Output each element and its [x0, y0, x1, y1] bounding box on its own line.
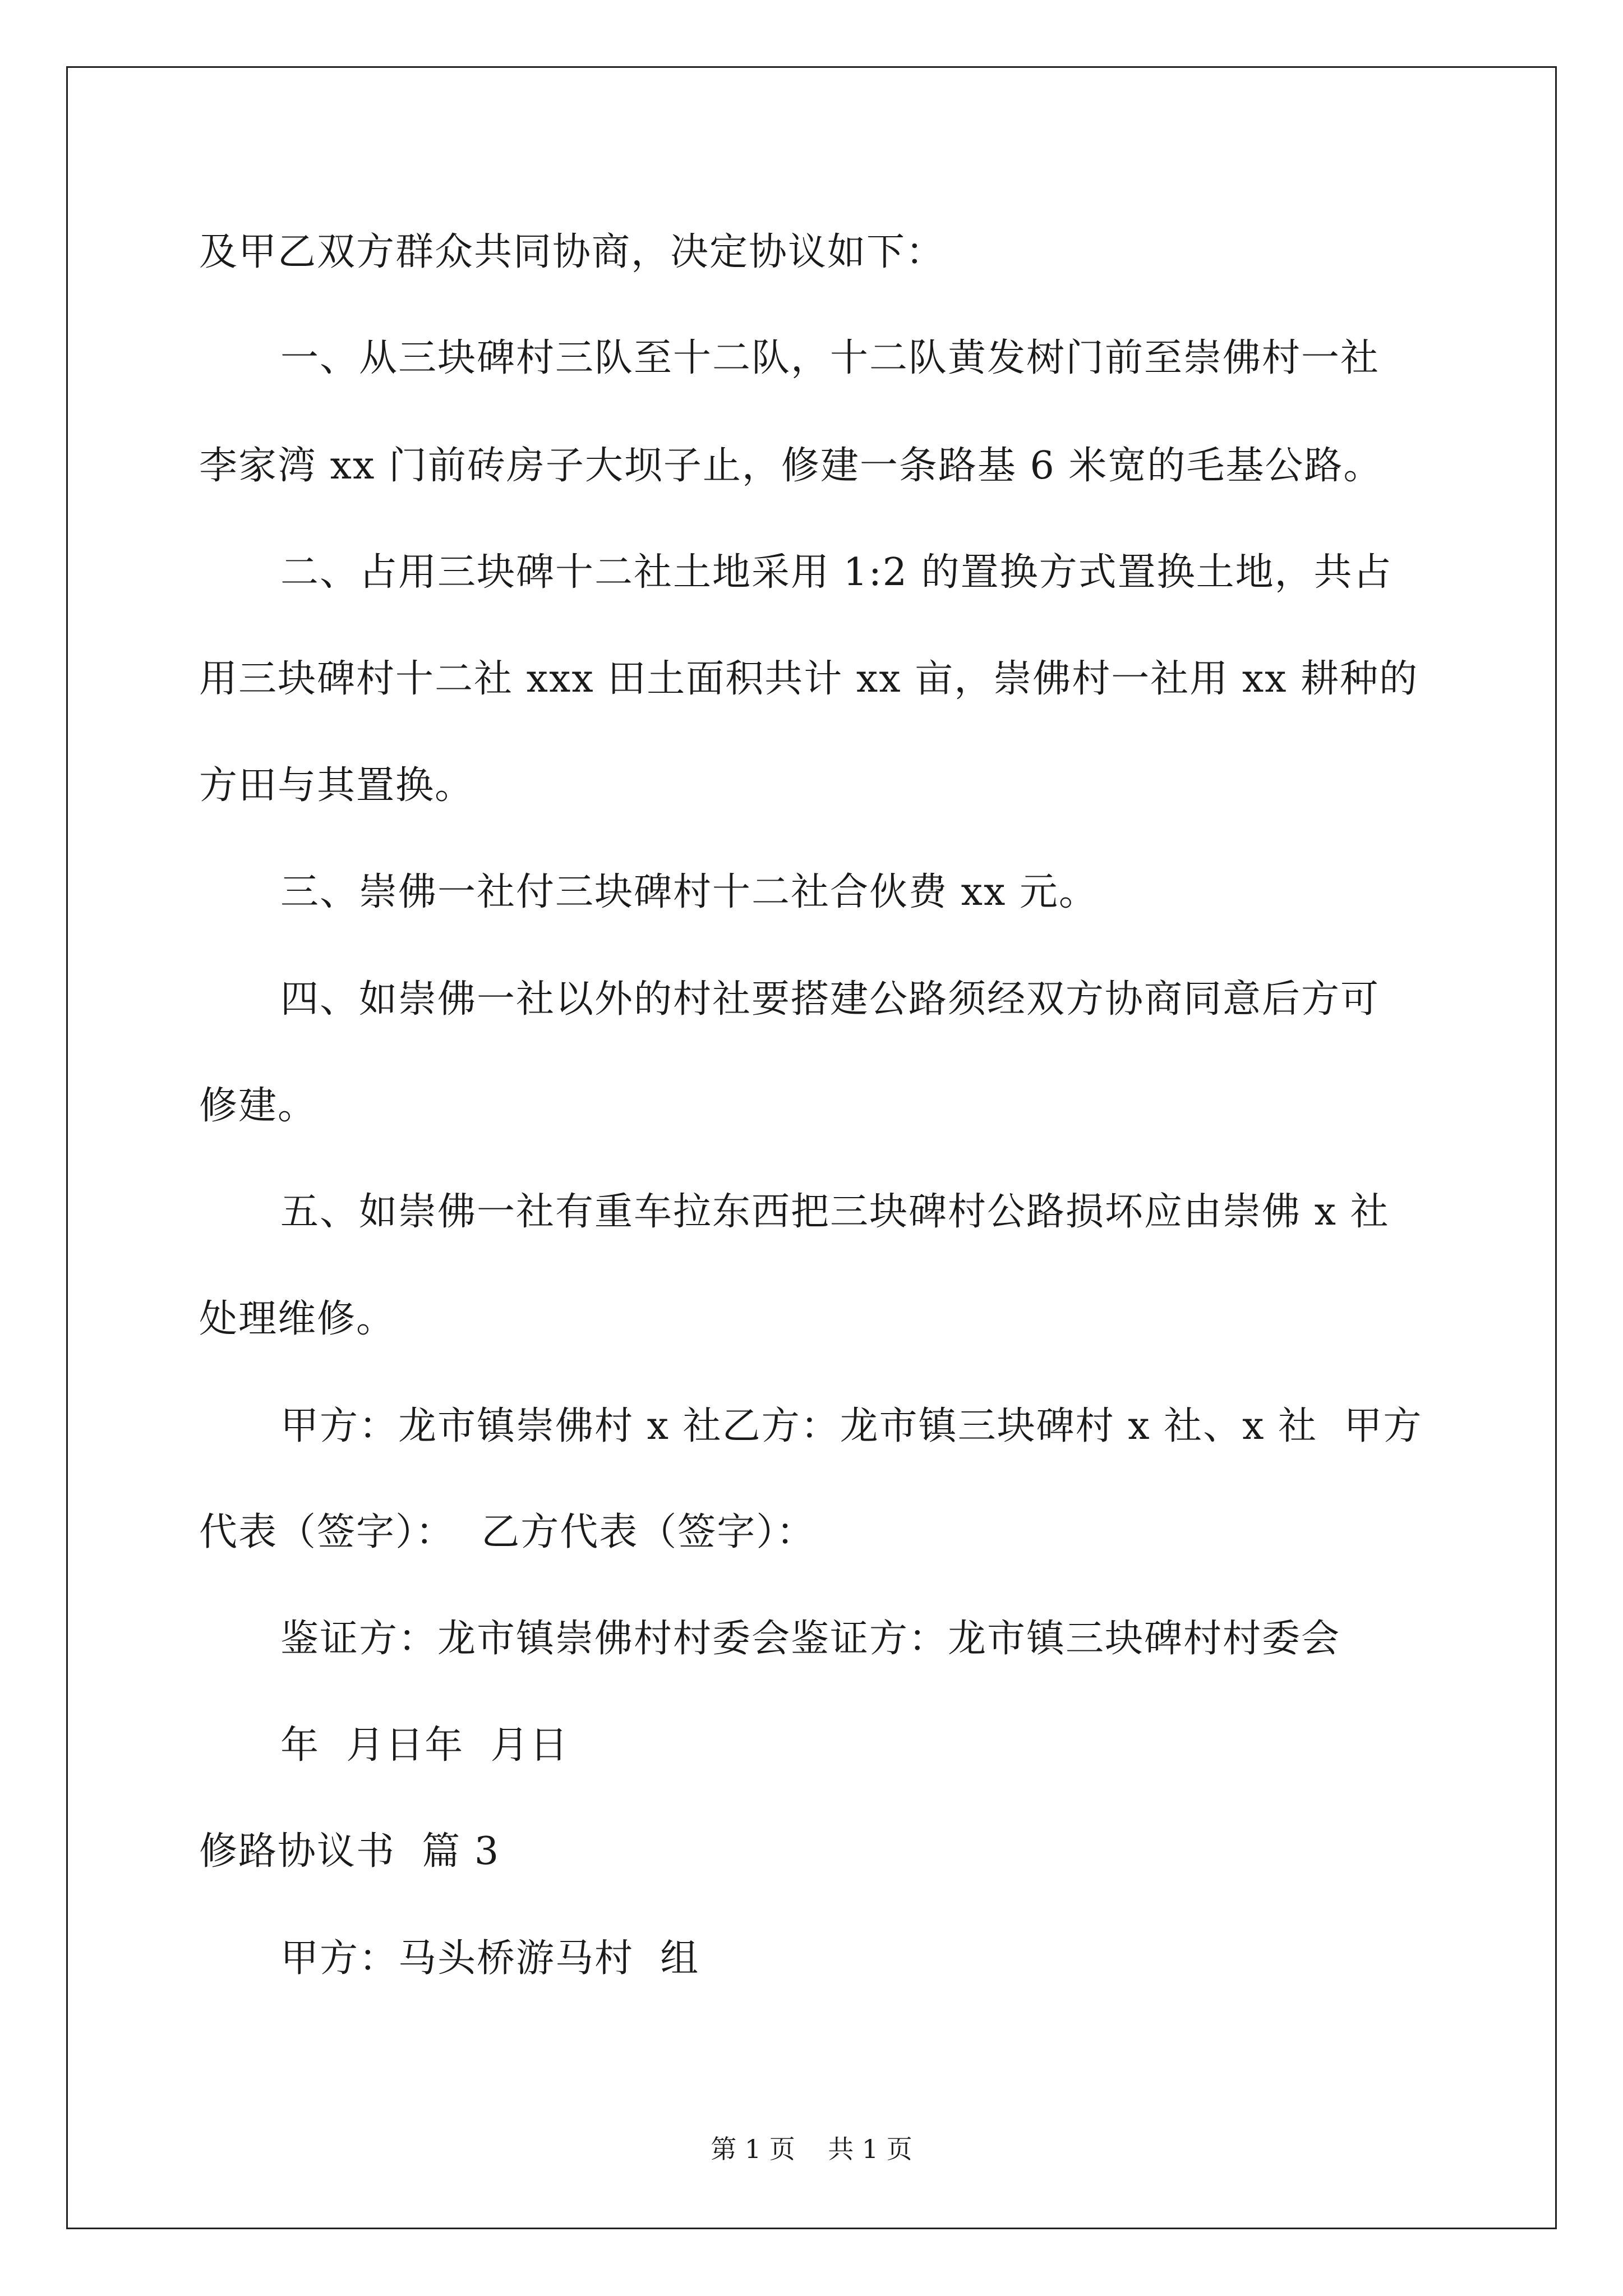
clause-2-line-1: 二、占用三块碑十二社土地采用 1:2 的置换方式置换土地，共占 — [280, 550, 1393, 595]
date-line: 年 月日年 月日 — [280, 1723, 569, 1768]
clause-2-line-2: 用三块碑村十二社 xxx 田土面积共计 xx 亩，崇佛村一社用 xx 耕种的 — [199, 657, 1419, 701]
clause-1-line-2: 李家湾 xx 门前砖房子大坝子止，修建一条路基 6 米宽的毛基公路。 — [199, 444, 1383, 488]
page-footer: 第 1 页 共 1 页 — [711, 2134, 912, 2164]
page-border — [66, 66, 1557, 2229]
clause-2-line-3: 方田与其置换。 — [199, 763, 474, 808]
text-line-1: 及甲乙双方群众共同协商，决定协议如下： — [199, 230, 946, 274]
clause-5-line-1: 五、如崇佛一社有重车拉东西把三块碑村公路损坏应由崇佛 x 社 — [280, 1190, 1390, 1234]
clause-4-line-1: 四、如崇佛一社以外的村社要搭建公路须经双方协商同意后方可 — [280, 977, 1380, 1022]
clause-4-line-2: 修建。 — [199, 1084, 317, 1128]
clause-5-line-2: 处理维修。 — [199, 1297, 396, 1341]
witness-line: 鉴证方：龙市镇崇佛村村委会鉴证方：龙市镇三块碑村村委会 — [280, 1617, 1341, 1661]
parties-line-2: 代表（签字）： 乙方代表（签字）： — [199, 1510, 816, 1554]
party-a-line: 甲方：马头桥游马村 组 — [280, 1936, 700, 1981]
section-title: 修路协议书 篇 3 — [199, 1829, 500, 1874]
parties-line-1: 甲方：龙市镇崇佛村 x 社乙方：龙市镇三块碑村 x 社、x 社 甲方 — [280, 1404, 1423, 1448]
clause-3-line-1: 三、崇佛一社付三块碑村十二社合伙费 xx 元。 — [280, 870, 1098, 914]
clause-1-line-1: 一、从三块碑村三队至十二队，十二队黄发树门前至崇佛村一社 — [280, 336, 1380, 380]
